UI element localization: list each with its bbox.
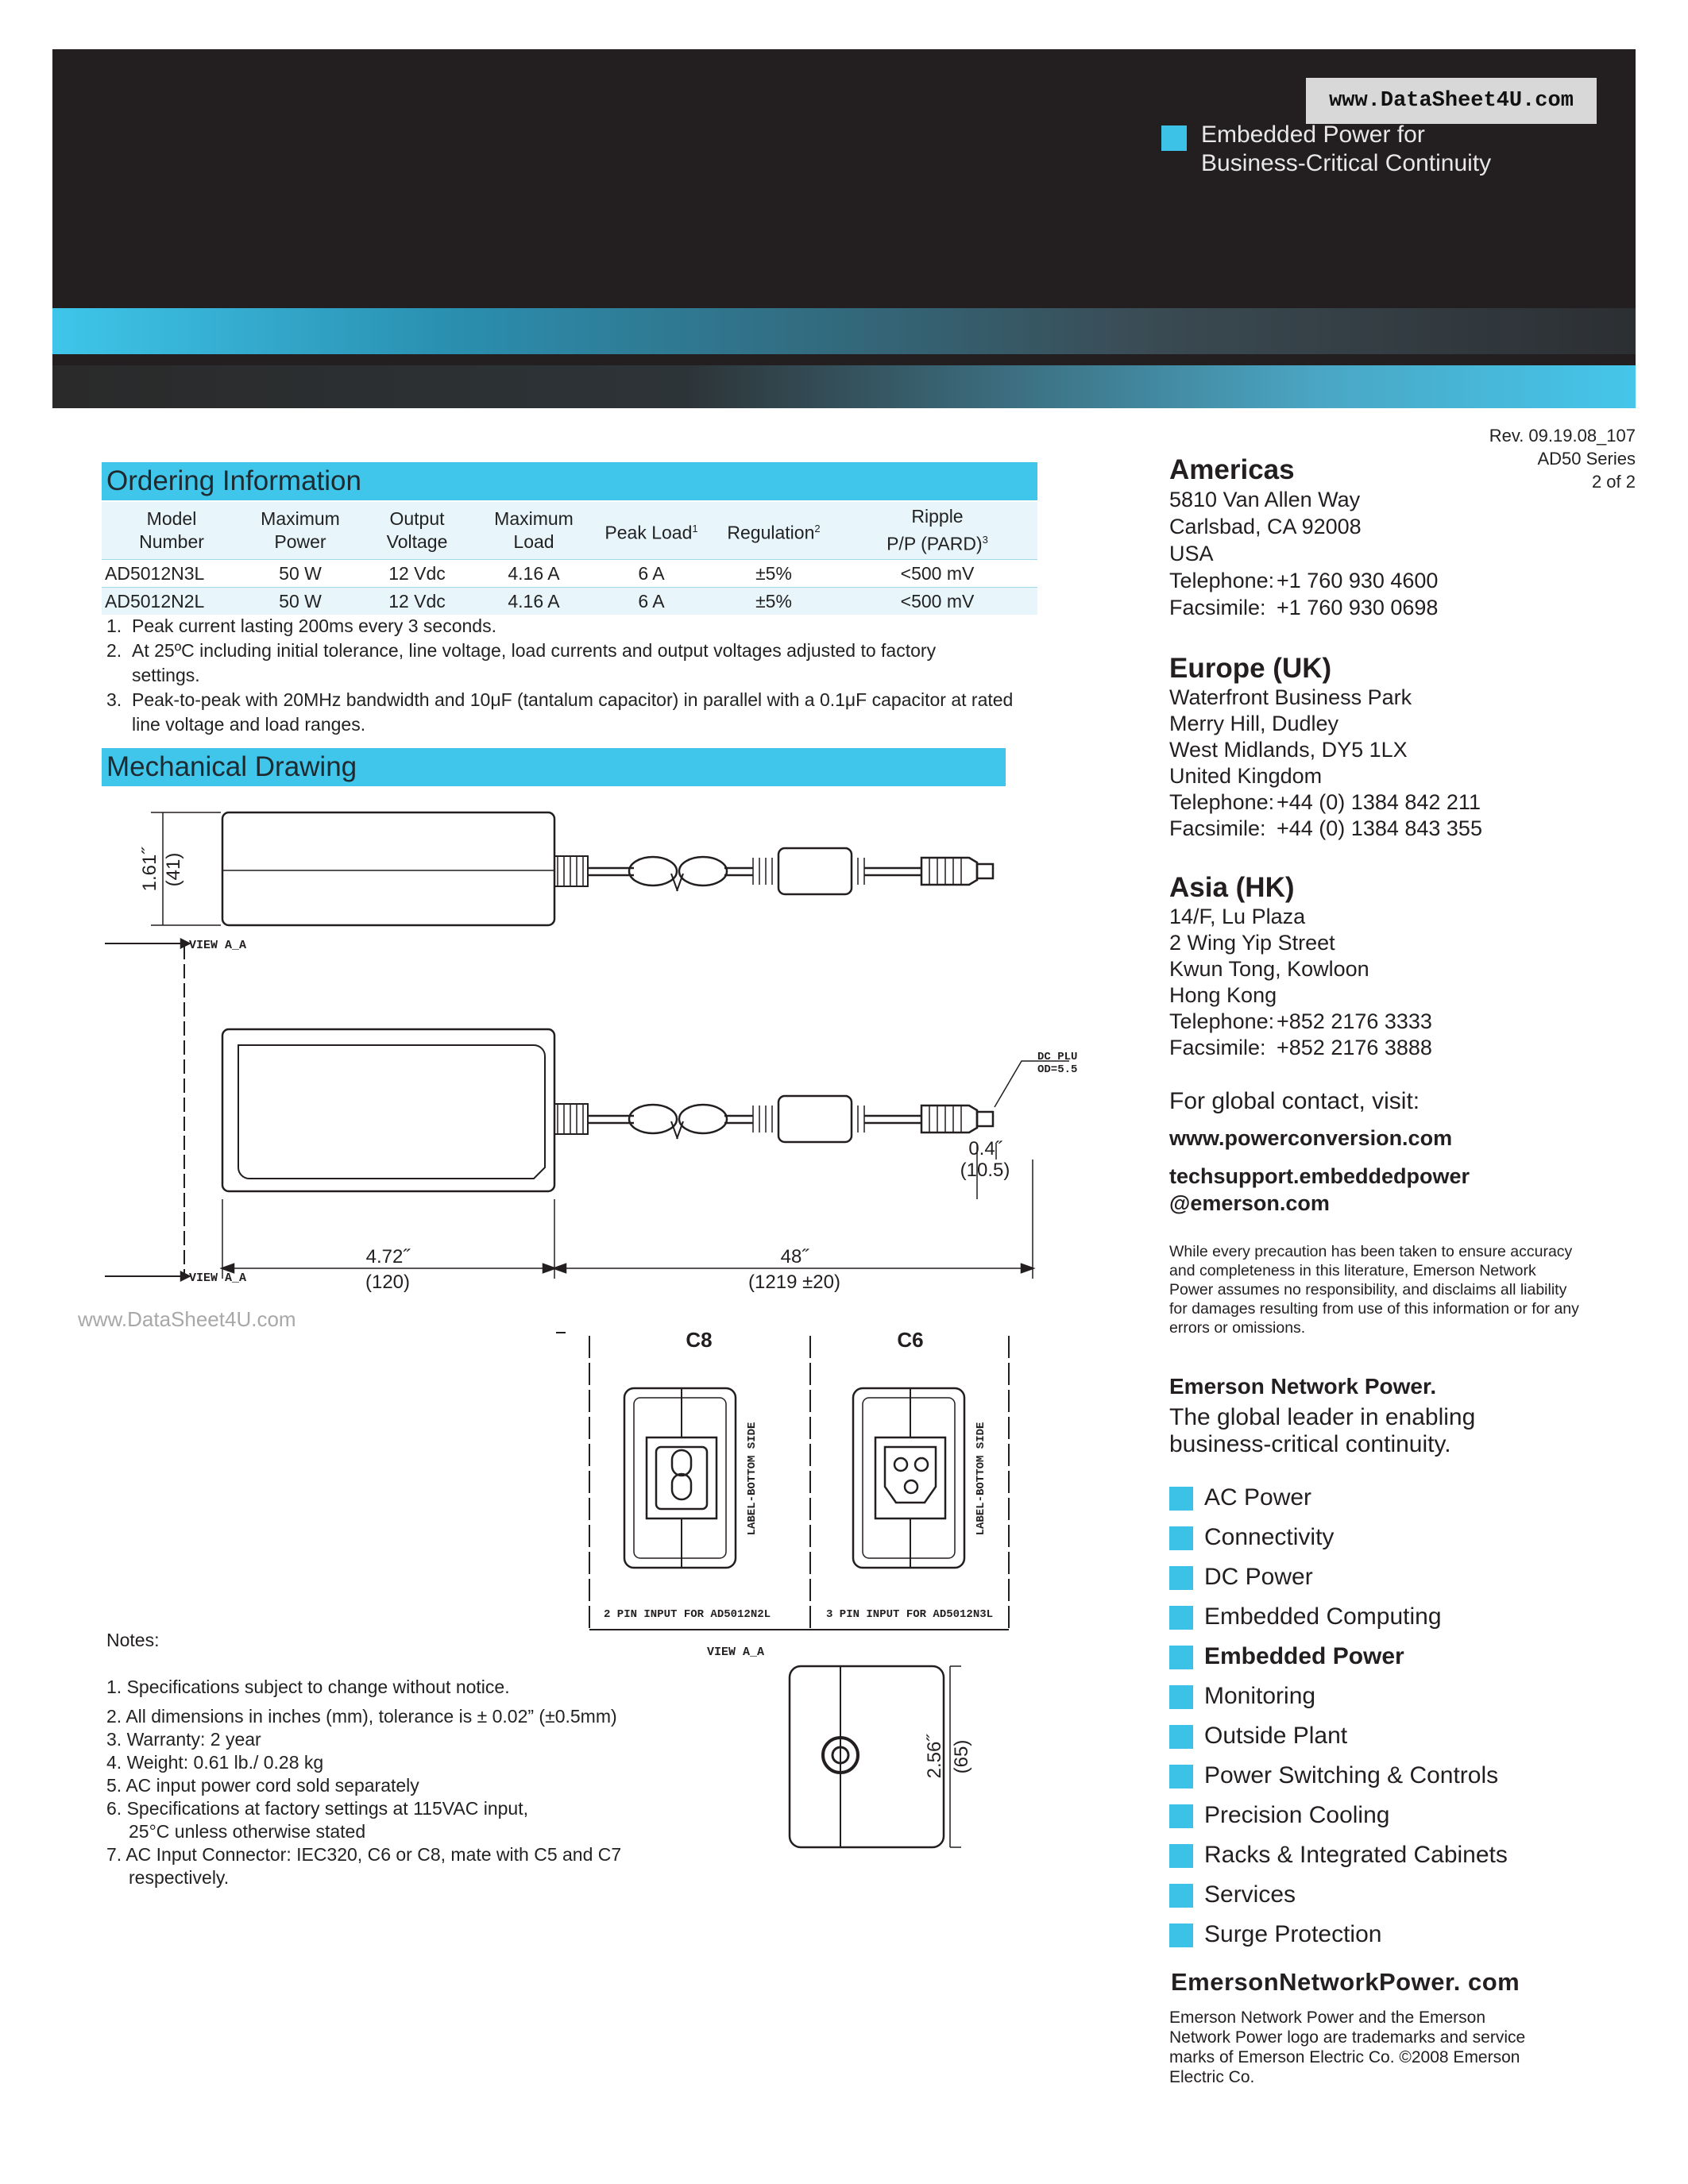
contact-americas: Americas 5810 Van Allen Way Carlsbad, CA 92008 USA Telephone: +1 760 930 4600 Facsimile: +1 760 930 0698 <box>1169 454 1439 619</box>
cell-load: 4.16 A <box>475 559 593 587</box>
cell-power: 50 W <box>241 587 359 615</box>
note-item: 3. Warranty: 2 year <box>106 1729 261 1750</box>
c6-label: C6 <box>897 1328 924 1352</box>
cord-dim-mm-label: (1219 ±20) <box>748 1271 840 1293</box>
list-item: Power Switching & Controls <box>1169 1760 1508 1800</box>
width-dim-mm-label: (120) <box>365 1271 411 1293</box>
cord-dim-label: 48˝ <box>780 1246 809 1268</box>
square-bullet-icon <box>1169 1606 1193 1630</box>
plug-dim-mm-label: (10.5) <box>960 1160 1010 1181</box>
contact-europe: Europe (UK) Waterfront Business Park Merry Hill, Dudley West Midlands, DY5 1LX United Kingdom Telephone: +44 (0) 1384 842 211 Facsimile: +44 (0) 1384 843 355 <box>1169 653 1482 840</box>
cord-coil <box>629 857 677 886</box>
mechanical-drawing-heading: Mechanical Drawing <box>102 748 1006 786</box>
footnote-2: 2. At 25ºC including initial tolerance, line voltage, load currents and output voltages adjusted to factory settings. <box>106 640 937 685</box>
ordering-information-heading: Ordering Information <box>102 462 1037 500</box>
c6-caption: 3 PIN INPUT FOR AD5012N3L <box>826 1608 994 1621</box>
end-dim-label: 2.56˝ <box>924 1734 945 1779</box>
cell-voltage: 12 Vdc <box>359 559 475 587</box>
note-item: 2. All dimensions in inches (mm), tolerance is ± 0.02” (±0.5mm) <box>106 1706 617 1727</box>
cell-load: 4.16 A <box>475 587 593 615</box>
region-title: Americas <box>1169 454 1295 485</box>
footnote-3: 3. Peak-to-peak with 20MHz bandwidth and 10μF (tantalum capacitor) in parallel with a 0.1μF capacitor at rated line voltage and load ranges. <box>106 689 1014 735</box>
list-item: AC Power <box>1169 1482 1508 1522</box>
list-item: Services <box>1169 1879 1508 1919</box>
series-name: AD50 Series <box>1537 449 1636 469</box>
company-website[interactable]: EmersonNetworkPower. com <box>1171 1968 1520 1996</box>
square-bullet-icon <box>1169 1884 1193 1908</box>
view-label-top: VIEW A_A <box>189 939 247 952</box>
note-item: 4. Weight: 0.61 lb./ 0.28 kg <box>106 1752 324 1773</box>
square-bullet-icon <box>1169 1646 1193 1669</box>
note-item: 6. Specifications at factory settings at 115VAC input, <box>106 1798 528 1819</box>
col-power: Maximum Power <box>241 502 359 559</box>
list-item: Precision Cooling <box>1169 1800 1508 1839</box>
website-link[interactable]: www.powerconversion.com <box>1169 1126 1453 1150</box>
col-ripple: Ripple P/P (PARD)$^3$ <box>837 502 1037 559</box>
cell-peak: 6 A <box>593 559 710 587</box>
tagline-line1: Embedded Power for <box>1201 122 1425 148</box>
list-item: Monitoring <box>1169 1680 1508 1720</box>
list-item: DC Power <box>1169 1561 1508 1601</box>
cell-ripple: <500 mV <box>837 559 1037 587</box>
rev-number: Rev. 09.19.08_107 <box>1489 426 1636 446</box>
c6-label-side: LABEL-BOTTOM SIDE <box>975 1422 987 1536</box>
watermark-text: www.DataSheet4U.com <box>78 1307 296 1331</box>
col-regulation: Regulation$^2$ <box>710 502 837 559</box>
ferrite-core <box>778 848 852 894</box>
height-dim-mm-label: (41) <box>163 852 184 887</box>
dc-plug-label-1: DC PLU <box>1037 1051 1078 1063</box>
fax: Facsimile: +1 760 930 0698 <box>1169 596 1439 619</box>
list-item: Racks & Integrated Cabinets <box>1169 1839 1508 1879</box>
note-item-cont: respectively. <box>129 1867 230 1888</box>
col-load: Maximum Load <box>475 502 593 559</box>
height-dim-label: 1.61˝ <box>139 847 160 892</box>
list-item: Outside Plant <box>1169 1720 1508 1760</box>
adapter-end-view <box>790 1666 944 1847</box>
region-title: Asia (HK) <box>1169 872 1295 903</box>
cell-model: AD5012N2L <box>102 587 241 615</box>
square-bullet-icon <box>1169 1765 1193 1788</box>
notes-heading: Notes: <box>106 1630 160 1650</box>
brand-title: Emerson Network Power. <box>1169 1374 1437 1399</box>
c8-label: C8 <box>686 1328 713 1352</box>
cell-peak: 6 A <box>593 587 710 615</box>
page-number: 2 of 2 <box>1591 472 1636 492</box>
view-label-end: VIEW A_A <box>707 1646 765 1659</box>
square-bullet-icon <box>1169 1566 1193 1590</box>
cell-ripple: <500 mV <box>837 587 1037 615</box>
global-contact-label: For global contact, visit: <box>1169 1088 1420 1114</box>
cell-power: 50 W <box>241 559 359 587</box>
col-model: Model Number <box>102 502 241 559</box>
region-title: Europe (UK) <box>1169 653 1332 684</box>
support-email-link[interactable]: techsupport.embeddedpower @emerson.com <box>1169 1164 1470 1215</box>
square-bullet-icon <box>1169 1924 1193 1947</box>
c6-connector <box>853 1388 964 1568</box>
cell-model: AD5012N3L <box>102 559 241 587</box>
business-list <box>1169 1482 1508 1958</box>
list-item-highlighted: Embedded Power <box>1169 1641 1508 1680</box>
list-item: Embedded Computing <box>1169 1601 1508 1641</box>
width-dim-label: 4.72˝ <box>365 1246 410 1268</box>
note-item: 1. Specifications subject to change without notice. <box>106 1677 510 1697</box>
square-bullet-icon <box>1169 1844 1193 1868</box>
phone[interactable]: Telephone: +44 (0) 1384 842 211 <box>1169 790 1481 814</box>
datasheet-badge[interactable]: www.DataSheet4U.com <box>1306 78 1597 124</box>
adapter-side-view <box>222 812 554 925</box>
c8-connector <box>624 1388 736 1568</box>
note-item: 7. AC Input Connector: IEC320, C6 or C8, mate with C5 and C7 <box>106 1844 622 1865</box>
view-label-bottom: VIEW A_A <box>189 1271 247 1285</box>
square-bullet-icon <box>1169 1526 1193 1550</box>
adapter-top-view <box>222 1029 554 1191</box>
fax: Facsimile: +44 (0) 1384 843 355 <box>1169 816 1482 840</box>
square-bullet-icon <box>1169 1487 1193 1511</box>
brand-tagline: The global leader in enabling business-critical continuity. <box>1169 1404 1476 1457</box>
note-item-cont: 25°C unless otherwise stated <box>129 1821 366 1842</box>
cell-regulation: ±5% <box>710 559 837 587</box>
cell-voltage: 12 Vdc <box>359 587 475 615</box>
phone[interactable]: Telephone: +1 760 930 4600 <box>1169 569 1439 592</box>
phone[interactable]: Telephone: +852 2176 3333 <box>1169 1009 1432 1033</box>
disclaimer-text: While every precaution has been taken to ensure accuracy and completeness in this literature, Emerson Network Power assumes no responsibility, and disclaims all liability for damages resulting from use of this information or for any errors or omissions. <box>1169 1243 1579 1337</box>
list-item: Connectivity <box>1169 1522 1508 1561</box>
c8-label-side: LABEL-BOTTOM SIDE <box>746 1422 759 1536</box>
plug-dim-label: 0.4˝ <box>968 1138 1002 1160</box>
note-item: 5. AC input power cord sold separately <box>106 1775 419 1796</box>
dc-plug-label-2: OD=5.5 <box>1037 1063 1078 1076</box>
cell-regulation: ±5% <box>710 587 837 615</box>
fax: Facsimile: +852 2176 3888 <box>1169 1036 1432 1059</box>
end-dim-mm-label: (65) <box>951 1739 972 1774</box>
square-bullet-icon <box>1169 1725 1193 1749</box>
square-bullet-icon <box>1169 1804 1193 1828</box>
c8-caption: 2 PIN INPUT FOR AD5012N2L <box>604 1608 771 1621</box>
col-peak-load: Peak Load$^1$ <box>593 502 710 559</box>
col-voltage: Output Voltage <box>359 502 475 559</box>
tagline-line2: Business-Critical Continuity <box>1201 150 1492 176</box>
list-item: Surge Protection <box>1169 1919 1508 1958</box>
square-bullet-icon <box>1169 1685 1193 1709</box>
trademark-notice: Emerson Network Power and the Emerson Network Power logo are trademarks and service marks of Emerson Electric Co. ©2008 Emerson Electric Co. <box>1169 2008 1526 2086</box>
contact-asia: Asia (HK) 14/F, Lu Plaza 2 Wing Yip Street Kwun Tong, Kowloon Hong Kong Telephone: +852 2176 3333 Facsimile: +852 2176 3888 <box>1169 872 1432 1059</box>
